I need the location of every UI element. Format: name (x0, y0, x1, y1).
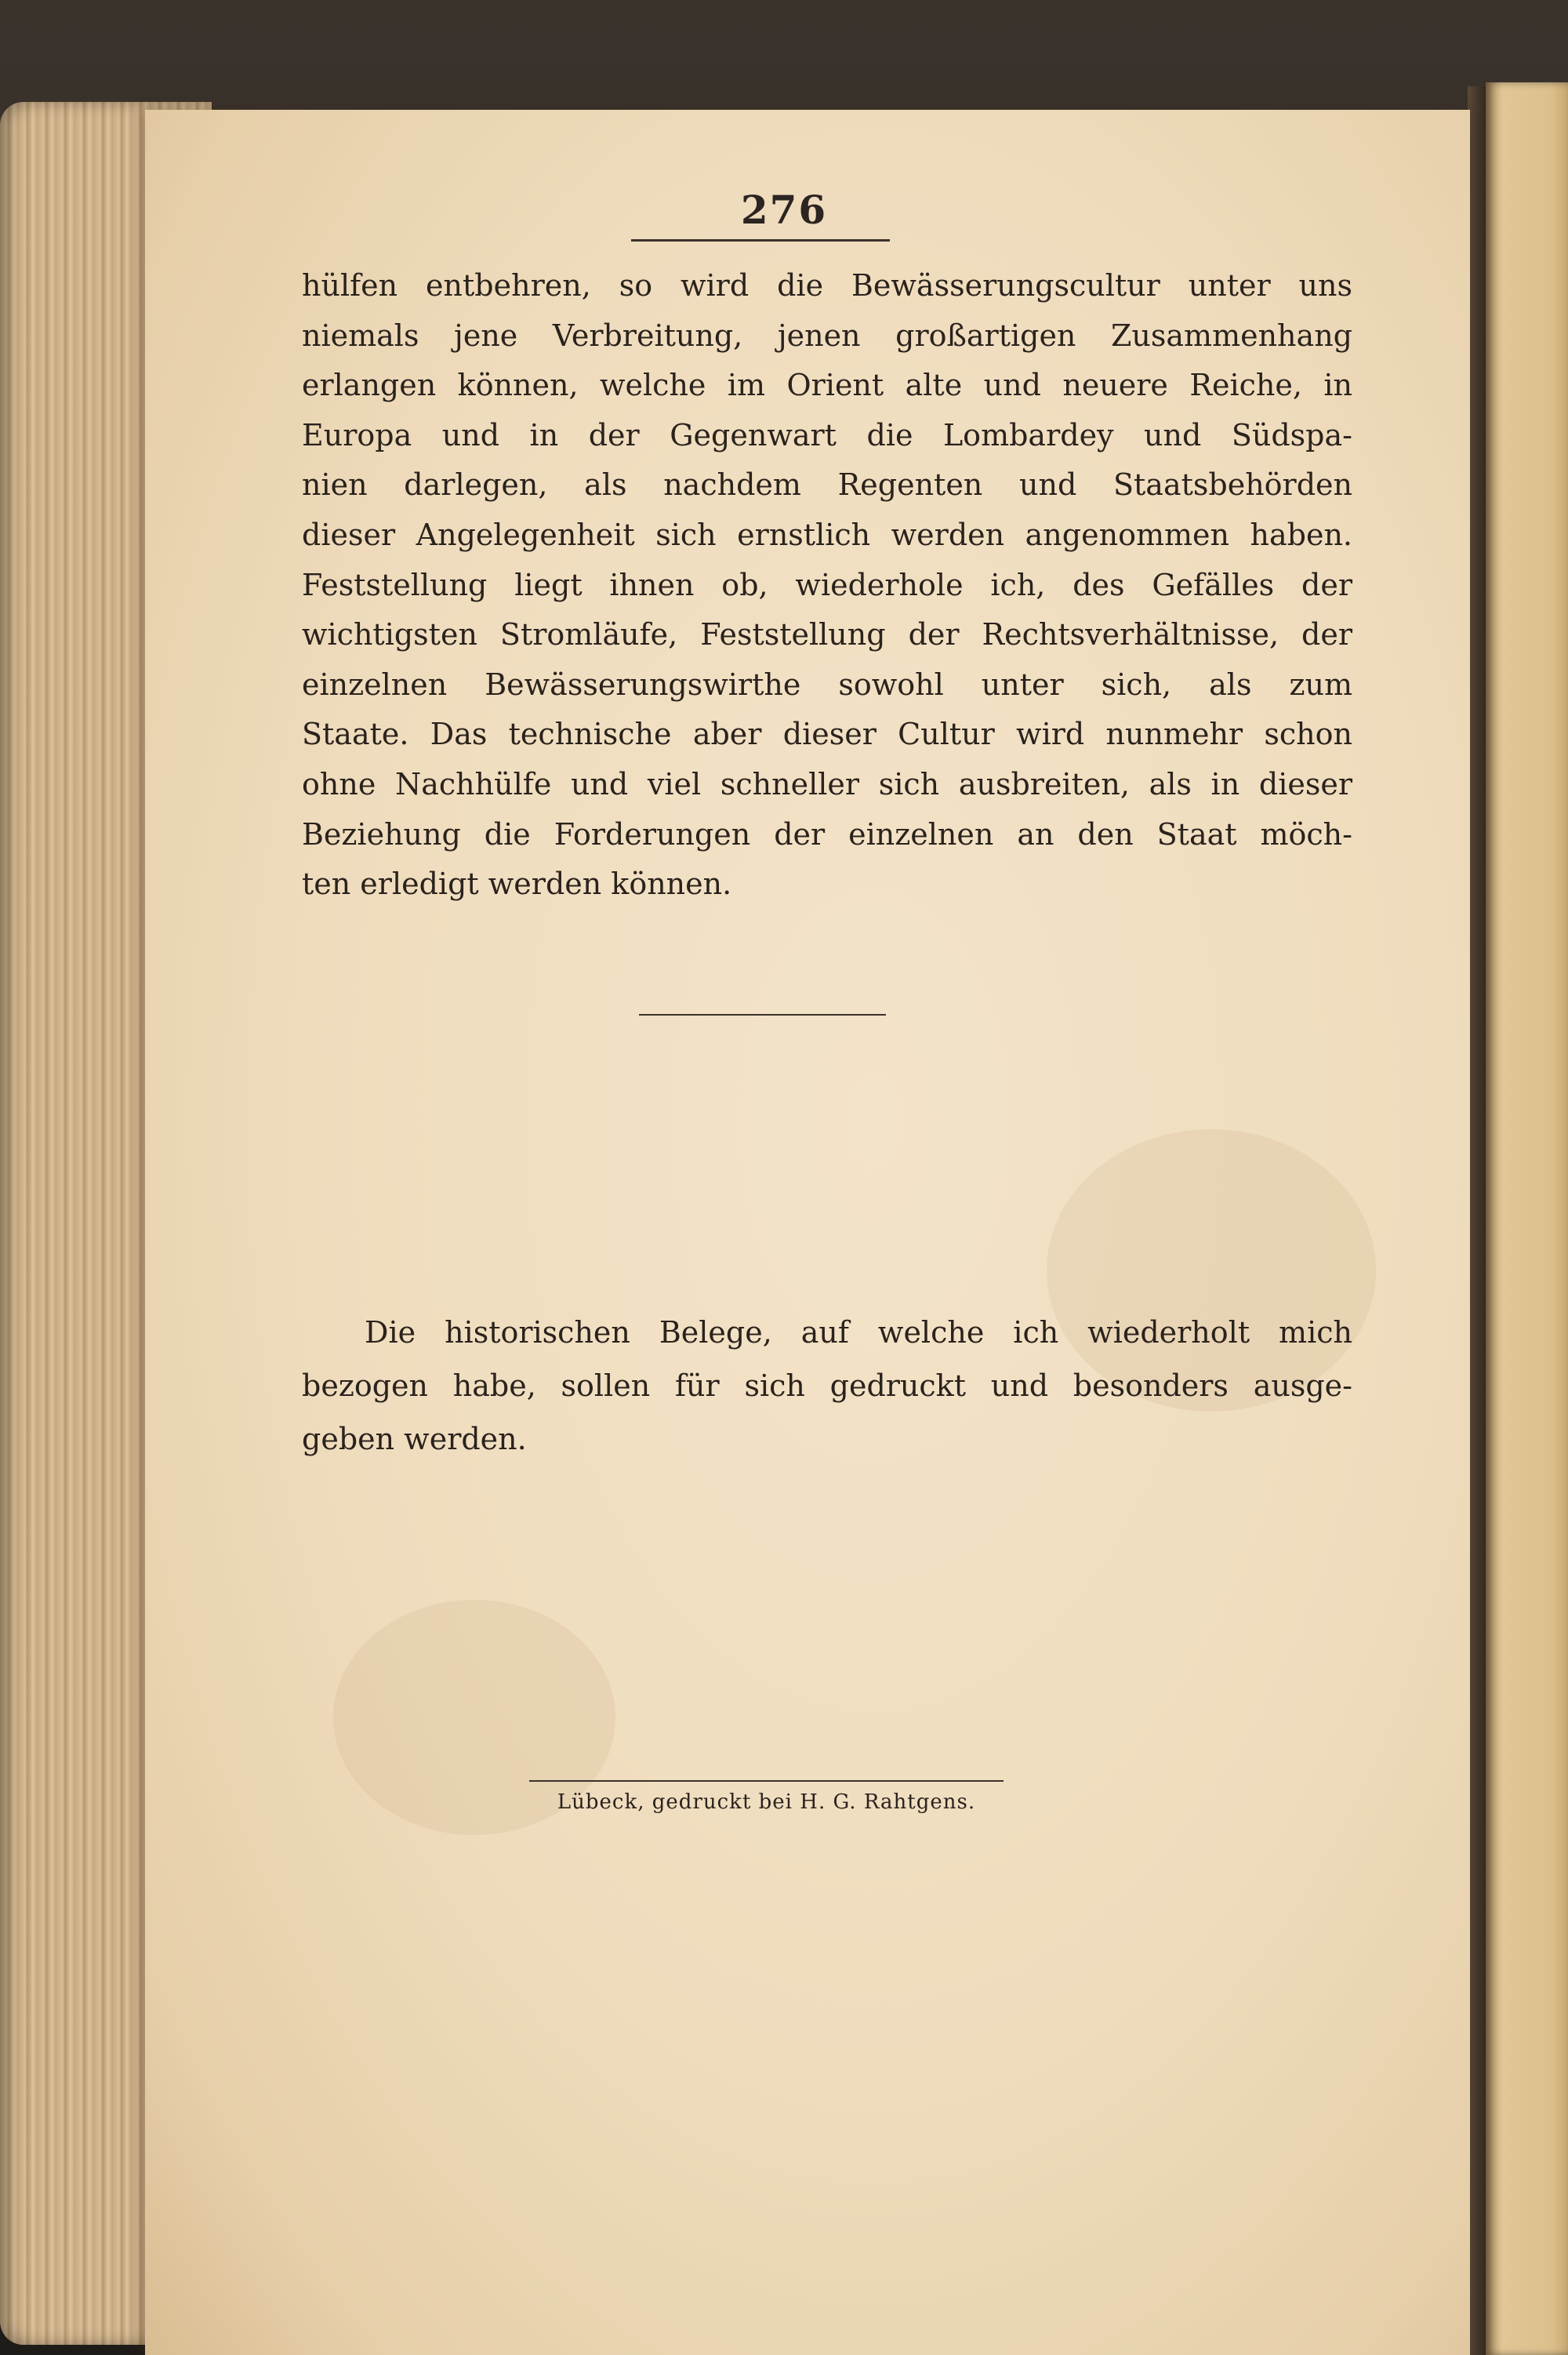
text-line: hülfen entbehren, so wird die Bewässerungscultur unter uns (302, 268, 1352, 303)
body-paragraph (302, 261, 1352, 910)
text-line: Die historischen Belege, auf welche ich wiederholt mich (365, 1315, 1352, 1350)
text-line: ten erledigt werden können. (302, 867, 732, 902)
section-divider (639, 1014, 886, 1016)
text-line: Europa und in der Gegenwart die Lombardey und Südspa- (302, 417, 1352, 452)
printer-imprint: Lübeck, gedruckt bei H. G. Rahtgens. (557, 1790, 976, 1814)
text-line: niemals jene Verbreitung, jenen großartigen Zusammenhang (302, 318, 1352, 353)
text-line: dieser Angelegenheit sich ernstlich werden angenommen haben. (302, 517, 1352, 552)
header-rule (631, 239, 890, 242)
text-line: einzelnen Bewässerungswirthe sowohl unter sich, als zum (302, 667, 1352, 702)
text-line: Staate. Das technische aber dieser Cultur wird nunmehr schon (302, 717, 1352, 752)
imprint-rule (529, 1780, 1004, 1782)
page-number: 276 (740, 187, 828, 233)
text-line: erlangen können, welche im Orient alte und neuere Reiche, in (302, 368, 1352, 403)
closing-note (302, 1306, 1352, 1466)
text-line: nien darlegen, als nachdem Regenten und Staatsbehörden (302, 467, 1352, 503)
text-line: Feststellung liegt ihnen ob, wiederhole ich, des Gefälles der (302, 567, 1352, 602)
text-line: bezogen habe, sollen für sich gedruckt und besonders ausge- (302, 1368, 1352, 1403)
text-line: geben werden. (302, 1422, 527, 1456)
text-line: Beziehung die Forderungen der einzelnen an den Staat möch- (302, 816, 1352, 852)
facing-page-edge (1486, 82, 1568, 2355)
text-line: ohne Nachhülfe und viel schneller sich ausbreiten, als in dieser (302, 766, 1352, 801)
text-line: wichtigsten Stromläufe, Feststellung der Rechtsverhältnisse, der (302, 617, 1352, 652)
